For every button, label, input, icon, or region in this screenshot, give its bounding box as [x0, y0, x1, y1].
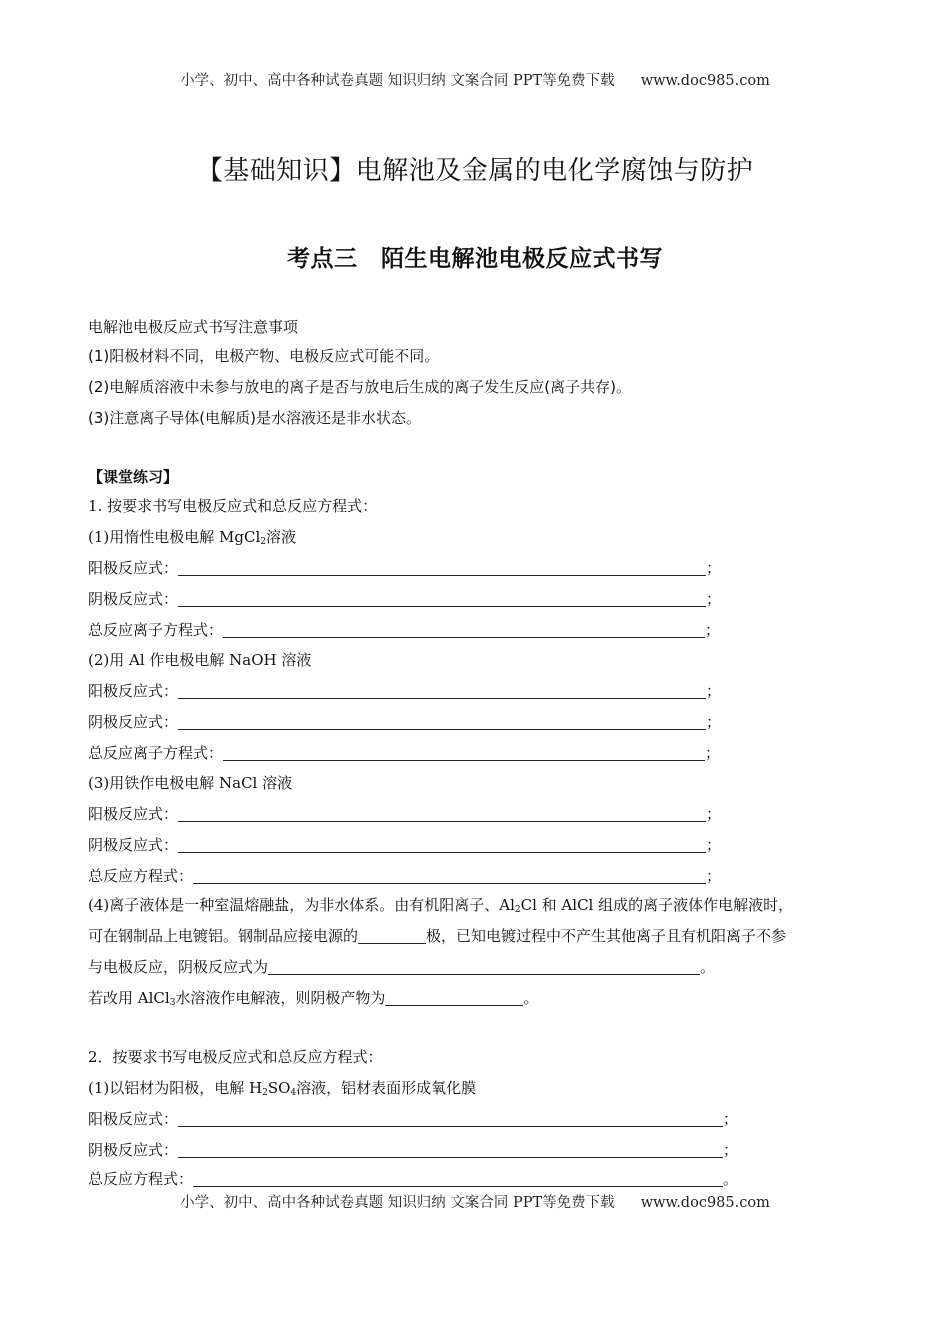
answer-blank[interactable]	[193, 868, 706, 884]
q1-p1-anode-line: 阳极反应式： ；	[88, 559, 722, 577]
answer-blank[interactable]	[178, 591, 706, 607]
q1-p3-cathode-line: 阴极反应式： ；	[88, 836, 722, 854]
q1-p2-anode-line: 阳极反应式： ；	[88, 682, 722, 700]
note-item-2: (2)电解质溶液中未参与放电的离子是否与放电后生成的离子发生反应(离子共存)。	[88, 378, 631, 396]
electrode-blank[interactable]	[358, 928, 426, 944]
q2-p1-anode-line: 阳极反应式： ；	[88, 1110, 739, 1128]
note-item-1: (1)阳极材料不同，电极产物、电极反应式可能不同。	[88, 347, 440, 365]
answer-blank[interactable]	[178, 714, 706, 730]
answer-blank[interactable]	[223, 622, 705, 638]
page-title: 【基础知识】电解池及金属的电化学腐蚀与防护	[196, 156, 754, 186]
notes-heading: 电解池电极反应式书写注意事项	[88, 318, 299, 336]
q1-p1-total-line: 总反应离子方程式： ；	[88, 621, 721, 639]
q1-p2-total-line: 总反应离子方程式： ；	[88, 744, 721, 762]
answer-blank[interactable]	[385, 990, 523, 1006]
note-item-3: (3)注意离子导体(电解质)是水溶液还是非水状态。	[88, 409, 421, 427]
header-text: 小学、初中、高中各种试卷真题 知识归纳 文案合同 PPT等免费下载	[180, 73, 615, 89]
q2-p1-cathode-line: 阴极反应式： ；	[88, 1141, 739, 1159]
q1-part4-line2: 可在钢制品上电镀铝。钢制品应接电源的 极，已知电镀过程中不产生其他离子且有机阳离子不参	[88, 927, 787, 945]
answer-blank[interactable]	[178, 1142, 723, 1158]
q1-part4-line1: (4)离子液体是一种室温熔融盐，为非水体系。由有机阳离子、$Al_2Cl$ 和 AlCl 组成的离子液体作电解液时，	[88, 896, 794, 915]
q1-part4-line4: 若改用 AlCl$_3$水溶液作电解液，则阴极产物为 。	[88, 989, 539, 1008]
q2-p1-total-line: 总反应方程式： 。	[88, 1170, 739, 1188]
q1-p3-anode-line: 阳极反应式： ；	[88, 805, 722, 823]
answer-blank[interactable]	[178, 806, 706, 822]
q2-part1-title: (1)以铝材为阳极，电解 $H_2SO_4$溶液，铝材表面形成氧化膜	[88, 1079, 477, 1098]
page-header	[0, 69, 950, 90]
answer-blank[interactable]	[178, 837, 706, 853]
footer-text: 小学、初中、高中各种试卷真题 知识归纳 文案合同 PPT等免费下载	[180, 1195, 615, 1211]
q1-stem: 1. 按要求书写电极反应式和总反应方程式：	[88, 497, 378, 515]
answer-blank[interactable]	[223, 745, 705, 761]
answer-blank[interactable]	[178, 683, 706, 699]
answer-blank[interactable]	[178, 1111, 723, 1127]
q2-stem: 2．按要求书写电极反应式和总反应方程式：	[88, 1048, 383, 1066]
q1-part2-title: (2)用 Al 作电极电解 NaOH 溶液	[88, 651, 312, 669]
practice-heading: 【课堂练习】	[88, 468, 179, 486]
q1-part4-line3: 与电极反应，阴极反应式为 。	[88, 958, 716, 976]
q1-p2-cathode-line: 阴极反应式： ；	[88, 713, 722, 731]
answer-blank[interactable]	[178, 560, 706, 576]
answer-blank[interactable]	[268, 959, 700, 975]
answer-blank[interactable]	[193, 1171, 723, 1187]
q1-p1-cathode-line: 阴极反应式： ；	[88, 590, 722, 608]
footer-site: www.doc985.com	[640, 1195, 770, 1211]
section-title: 考点三 陌生电解池电极反应式书写	[287, 246, 663, 272]
q1-part1-title: (1)用惰性电极电解 MgCl$_2$溶液	[88, 528, 297, 547]
header-site: www.doc985.com	[640, 73, 770, 89]
q1-p3-total-line: 总反应方程式： ；	[88, 867, 722, 885]
q1-part3-title: (3)用铁作电极电解 NaCl 溶液	[88, 774, 293, 792]
page-footer	[0, 1191, 950, 1212]
